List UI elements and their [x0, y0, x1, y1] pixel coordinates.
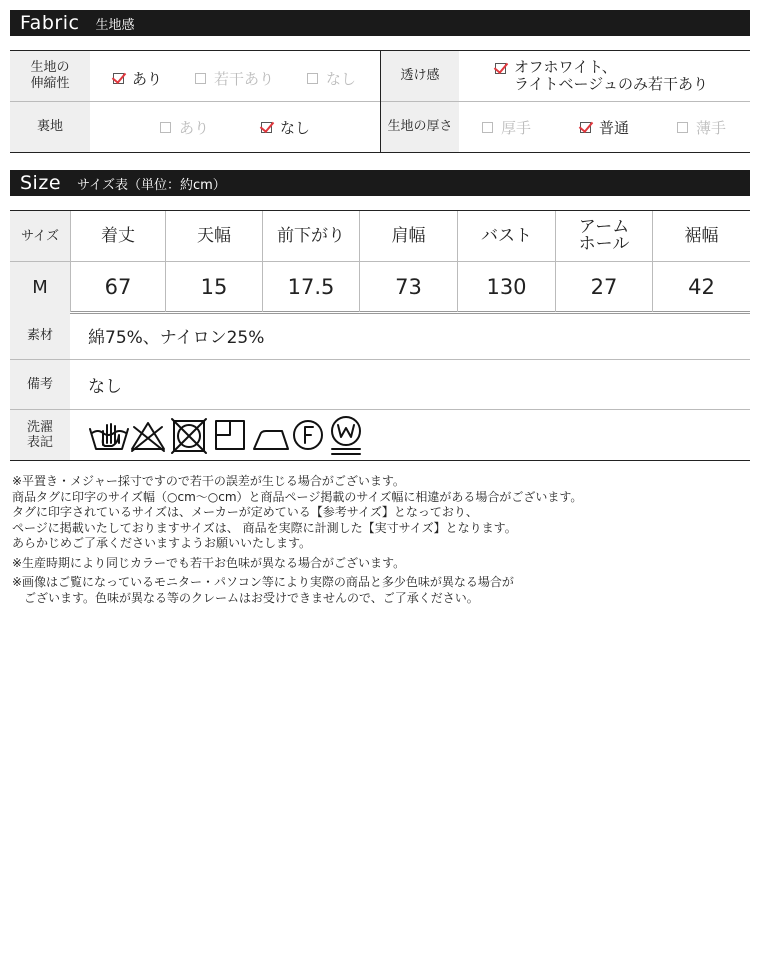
no-tumble-dry-icon — [172, 419, 206, 453]
checkbox-icon — [195, 73, 206, 84]
fabric-table — [10, 50, 750, 153]
iron-low-icon — [254, 431, 288, 449]
option-label: あり — [132, 70, 163, 88]
column-header: 着丈 — [70, 211, 165, 261]
column-header: サイズ — [10, 211, 70, 261]
option-label: あり — [179, 119, 210, 137]
line-dry-icon — [216, 421, 244, 449]
note-line: ※画像はご覧になっているモニター・パソコン等により実際の商品と多少色味が異なる場合が — [12, 575, 514, 589]
note-line: タグに印字されているサイズは、メーカーが定めている【参考サイズ】となっており、 — [12, 505, 478, 519]
thickness-option-thin — [677, 117, 726, 138]
size-header-jp: サイズ表（単位：約cm） — [77, 177, 226, 193]
note-line: ※生産時期により同じカラーでも若干お色味が異なる場合がございます。 — [12, 555, 406, 570]
care-row — [10, 410, 750, 460]
option-label: なし — [326, 70, 357, 88]
size-section-header — [10, 170, 750, 196]
column-header: 裾幅 — [652, 211, 750, 261]
thickness-label — [381, 102, 459, 152]
note-line: あらかじめご了承くださいますようお願いいたします。 — [12, 536, 312, 550]
note-line: ございます。色味が異なる等のクレームはお受けできませんので、ご了承ください。 — [24, 590, 479, 605]
stretch-option-slight — [195, 68, 274, 89]
checked-checkbox-icon — [261, 122, 272, 133]
checked-checkbox-icon — [113, 73, 124, 84]
option-label: 厚手 — [501, 119, 532, 137]
size-cell: M — [10, 262, 70, 312]
value-cell: 42 — [652, 262, 750, 312]
value-cell: 67 — [70, 262, 165, 312]
value-cell: 27 — [555, 262, 652, 312]
stretch-label — [10, 51, 90, 101]
thickness-option-thick — [482, 117, 531, 138]
column-header: 天幅 — [165, 211, 262, 261]
fabric-section-header — [10, 10, 750, 36]
size-table — [10, 210, 750, 314]
sheer-option — [495, 59, 708, 93]
info-table — [10, 312, 750, 461]
option-label: 若干あり — [214, 70, 275, 88]
wet-clean-w-icon — [332, 417, 360, 454]
column-header: アーム ホール — [555, 211, 652, 261]
checked-checkbox-icon — [580, 122, 591, 133]
thickness-label-text: 生地の厚さ — [387, 119, 453, 134]
material-value: 綿75%、ナイロン25% — [88, 328, 265, 348]
dry-clean-f-icon — [294, 421, 322, 449]
note-line: ※平置き・メジャー採寸ですので若干の誤差が生じる場合がございます。 — [12, 474, 405, 488]
no-bleach-icon — [132, 423, 164, 451]
remarks-row — [10, 360, 750, 410]
checkbox-icon — [482, 122, 493, 133]
hand-wash-icon — [90, 424, 128, 449]
option-label: 薄手 — [696, 119, 727, 137]
lining-label — [10, 102, 90, 152]
lining-option-yes — [160, 117, 209, 138]
material-label: 素材 — [10, 312, 70, 359]
care-label: 洗濯 表記 — [10, 410, 70, 460]
value-cell: 15 — [165, 262, 262, 312]
lining-option-no — [261, 117, 310, 138]
note-line: 商品タグに印字のサイズ幅（○cm〜○cm）と商品ページ掲載のサイズ幅に相違がある場合がございます。 — [12, 489, 583, 504]
value-cell: 17.5 — [262, 262, 359, 312]
care-symbols — [88, 413, 368, 457]
value-cell: 73 — [359, 262, 457, 312]
column-header: 肩幅 — [359, 211, 457, 261]
remarks-value: なし — [88, 377, 122, 397]
remarks-label: 備考 — [10, 360, 70, 409]
checked-checkbox-icon — [495, 63, 506, 74]
value-cell: 130 — [457, 262, 555, 312]
sheer-label — [381, 51, 459, 101]
fabric-header-jp: 生地感 — [95, 17, 135, 33]
option-label: なし — [280, 119, 311, 137]
checkbox-icon — [307, 73, 318, 84]
lining-label-text: 裏地 — [36, 119, 63, 134]
option-label: 普通 — [599, 119, 630, 137]
care-icons — [70, 410, 750, 460]
sheer-label-text: 透け感 — [400, 68, 440, 83]
notes — [12, 474, 752, 606]
size-table-header-row — [10, 211, 750, 262]
size-header-en: Size — [20, 172, 62, 194]
table-row — [10, 262, 750, 312]
column-divider — [380, 51, 381, 152]
note-line: ページに掲載いたしておりますサイズは、 商品を実際に計測した【実寸サイズ】となります。 — [12, 520, 517, 535]
stretch-label-text: 生地の 伸縮性 — [30, 60, 70, 91]
material-row — [10, 312, 750, 360]
column-header: バスト — [457, 211, 555, 261]
checkbox-icon — [160, 122, 171, 133]
stretch-option-no — [307, 68, 356, 89]
column-header: 前下がり — [262, 211, 359, 261]
stretch-option-yes — [113, 68, 162, 89]
fabric-header-en: Fabric — [20, 12, 80, 34]
thickness-option-normal — [580, 117, 629, 138]
checkbox-icon — [677, 122, 688, 133]
option-label: オフホワイト、 ライトベージュのみ若干あり — [514, 58, 708, 93]
